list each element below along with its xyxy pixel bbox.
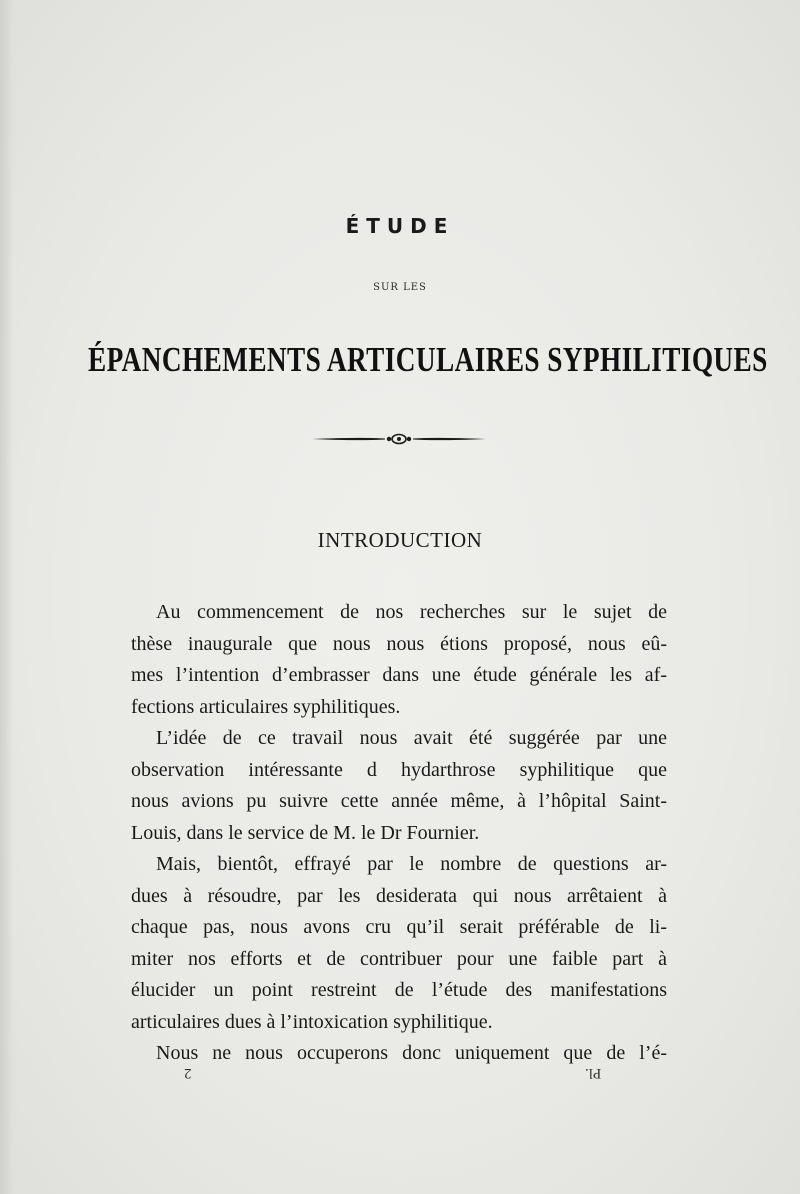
text-line: Nous ne nous occuperons donc uniquement que de l’é- (156, 1042, 667, 1064)
text-line: dues à résoudre, par les desiderata qui nous arrêtaient à (131, 884, 667, 907)
signature-mark-right: Pl. (585, 1065, 602, 1081)
ornament-divider-icon (310, 428, 488, 450)
page-title: ÉTUDE (345, 214, 455, 238)
body-text (131, 597, 667, 1070)
text-line: L’idée de ce travail nous avait été suggérée par une (156, 727, 667, 749)
signature-mark-left: 2 (184, 1065, 192, 1081)
title-connector: SUR LES (373, 282, 427, 293)
text-line: nous avions pu suivre cette année même, à l’hôpital Saint- (131, 790, 667, 812)
text-line: miter nos efforts et de contribuer pour une faible part à (131, 947, 667, 970)
text-line: articulaires dues à l’intoxication syphilitique. (131, 1010, 493, 1033)
text-line: Mais, bientôt, effrayé par le nombre de questions ar- (156, 853, 667, 875)
main-title: ÉPANCHEMENTS ARTICULAIRES SYPHILITIQUES (88, 340, 768, 379)
text-line: fections articulaires syphilitiques. (131, 695, 401, 718)
page-edge-shadow (0, 0, 14, 1194)
text-line: Au commencement de nos recherches sur le sujet de (156, 601, 667, 623)
text-line: élucider un point restreint de l’étude des manifestations (131, 979, 667, 1001)
text-line: chaque pas, nous avons cru qu’il serait préférable de li- (131, 916, 667, 938)
text-line: mes l’intention d’embrasser dans une étude générale les af- (131, 664, 667, 686)
text-line: Louis, dans le service de M. le Dr Fournier. (131, 821, 480, 844)
text-line: thèse inaugurale que nous nous étions proposé, nous eû- (131, 632, 667, 655)
text-line: observation intéressante d hydarthrose syphilitique que (131, 758, 667, 781)
section-heading: INTRODUCTION (317, 528, 483, 552)
